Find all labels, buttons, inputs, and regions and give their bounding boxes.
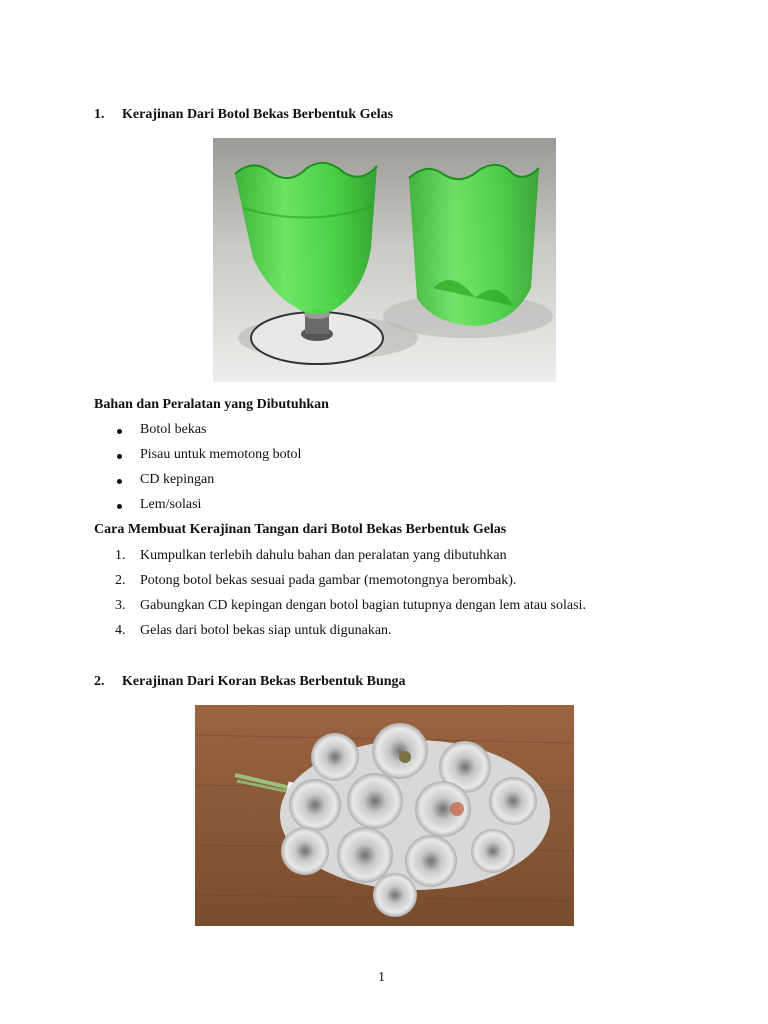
materials-item: Lem/solasi bbox=[140, 497, 202, 512]
bottle-glasses-photo bbox=[213, 138, 556, 382]
step-text: Kumpulkan terlebih dahulu bahan dan peralatan yang dibutuhkan bbox=[140, 548, 507, 563]
bullet-icon bbox=[117, 504, 122, 509]
section-1-number: 1. bbox=[94, 107, 105, 122]
step-number: 3. bbox=[115, 598, 126, 613]
bullet-icon bbox=[117, 429, 122, 434]
section-2-number: 2. bbox=[94, 674, 105, 689]
materials-item: Botol bekas bbox=[140, 422, 207, 437]
step-text: Potong botol bekas sesuai pada gambar (memotongnya berombak). bbox=[140, 573, 517, 588]
bullet-icon bbox=[117, 454, 122, 459]
step-number: 2. bbox=[115, 573, 126, 588]
materials-item: Pisau untuk memotong botol bbox=[140, 447, 302, 462]
section-2-heading bbox=[94, 674, 406, 690]
section-2-title: Kerajinan Dari Koran Bekas Berbentuk Bunga bbox=[122, 674, 406, 689]
page-number: 1 bbox=[378, 970, 385, 985]
steps-heading: Cara Membuat Kerajinan Tangan dari Botol Bekas Berbentuk Gelas bbox=[94, 522, 507, 537]
newspaper-flowers-photo bbox=[195, 705, 574, 926]
section-1-title: Kerajinan Dari Botol Bekas Berbentuk Gelas bbox=[122, 107, 394, 122]
step-number: 4. bbox=[115, 623, 126, 638]
bullet-icon bbox=[117, 479, 122, 484]
section-1-heading bbox=[94, 107, 393, 123]
step-number: 1. bbox=[115, 548, 126, 563]
step-text: Gabungkan CD kepingan dengan botol bagian tutupnya dengan lem atau solasi. bbox=[140, 598, 586, 613]
step-text: Gelas dari botol bekas siap untuk digunakan. bbox=[140, 623, 392, 638]
materials-heading: Bahan dan Peralatan yang Dibutuhkan bbox=[94, 397, 329, 412]
materials-item: CD kepingan bbox=[140, 472, 215, 487]
